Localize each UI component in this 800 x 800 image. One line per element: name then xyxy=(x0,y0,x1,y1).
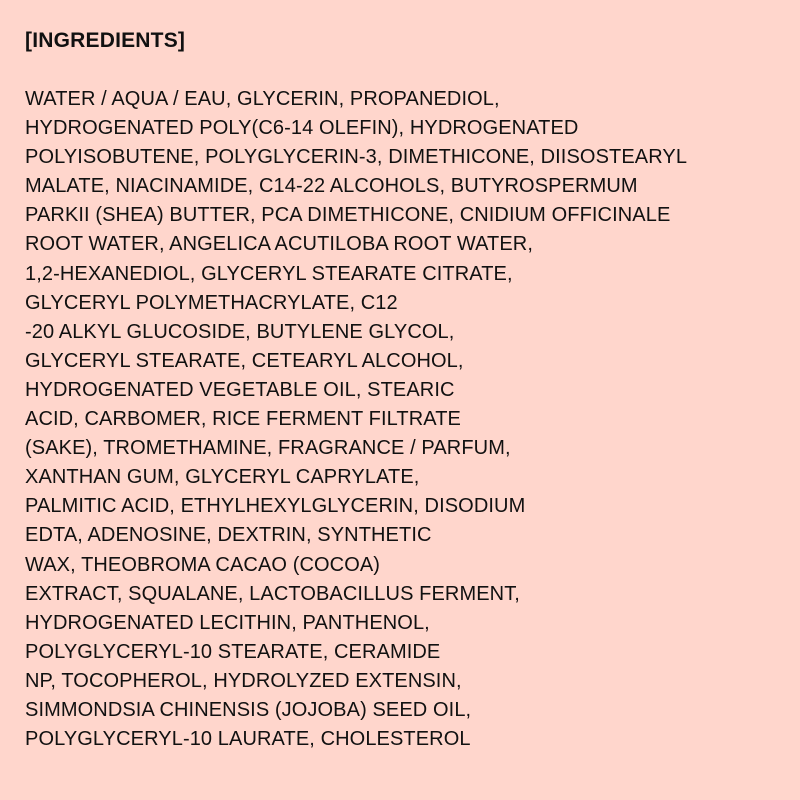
ingredient-line: 1,2-HEXANEDIOL, GLYCERYL STEARATE CITRATE, xyxy=(25,262,513,285)
ingredient-line: NP, TOCOPHEROL, HYDROLYZED EXTENSIN, xyxy=(25,669,462,692)
ingredient-line: ROOT WATER, ANGELICA ACUTILOBA ROOT WATER, xyxy=(25,233,533,256)
ingredient-line: WATER / AQUA / EAU, GLYCERIN, PROPANEDIOL, xyxy=(25,88,500,110)
ingredient-line: HYDROGENATED VEGETABLE OIL, STEARIC xyxy=(25,378,455,401)
ingredient-line: POLYGLYCERYL-10 LAURATE, CHOLESTEROL xyxy=(25,728,471,751)
ingredient-line: EXTRACT, SQUALANE, LACTOBACILLUS FERMENT, xyxy=(25,582,520,605)
ingredient-line: HYDROGENATED LECITHIN, PANTHENOL, xyxy=(25,611,430,634)
ingredient-line: POLYGLYCERYL-10 STEARATE, CERAMIDE xyxy=(25,640,441,663)
ingredient-line: PALMITIC ACID, ETHYLHEXYLGLYCERIN, DISODIUM xyxy=(25,495,526,518)
ingredient-line: POLYISOBUTENE, POLYGLYCERIN-3, DIMETHICONE, DIISOSTEARYL xyxy=(25,146,688,169)
ingredients-list xyxy=(25,85,785,754)
ingredient-line: GLYCERYL STEARATE, CETEARYL ALCOHOL, xyxy=(25,349,464,372)
ingredient-line: ACID, CARBOMER, RICE FERMENT FILTRATE xyxy=(25,408,461,431)
ingredient-line: SIMMONDSIA CHINENSIS (JOJOBA) SEED OIL, xyxy=(25,698,472,721)
ingredient-line: -20 ALKYL GLUCOSIDE, BUTYLENE GLYCOL, xyxy=(25,320,455,343)
ingredient-line: HYDROGENATED POLY(C6-14 OLEFIN), HYDROGENATED xyxy=(25,117,579,140)
ingredient-line: PARKII (SHEA) BUTTER, PCA DIMETHICONE, CNIDIUM OFFICINALE xyxy=(25,204,671,227)
ingredient-line: MALATE, NIACINAMIDE, C14-22 ALCOHOLS, BUTYROSPERMUM xyxy=(25,175,638,198)
ingredient-line: XANTHAN GUM, GLYCERYL CAPRYLATE, xyxy=(25,466,420,489)
ingredient-line: GLYCERYL POLYMETHACRYLATE, C12 xyxy=(25,291,398,314)
ingredient-line: (SAKE), TROMETHAMINE, FRAGRANCE / PARFUM, xyxy=(25,437,511,460)
ingredients-heading: [INGREDIENTS] xyxy=(25,29,186,52)
ingredient-line: EDTA, ADENOSINE, DEXTRIN, SYNTHETIC xyxy=(25,524,432,547)
ingredients-panel xyxy=(25,27,785,754)
ingredient-line: WAX, THEOBROMA CACAO (COCOA) xyxy=(25,553,381,576)
